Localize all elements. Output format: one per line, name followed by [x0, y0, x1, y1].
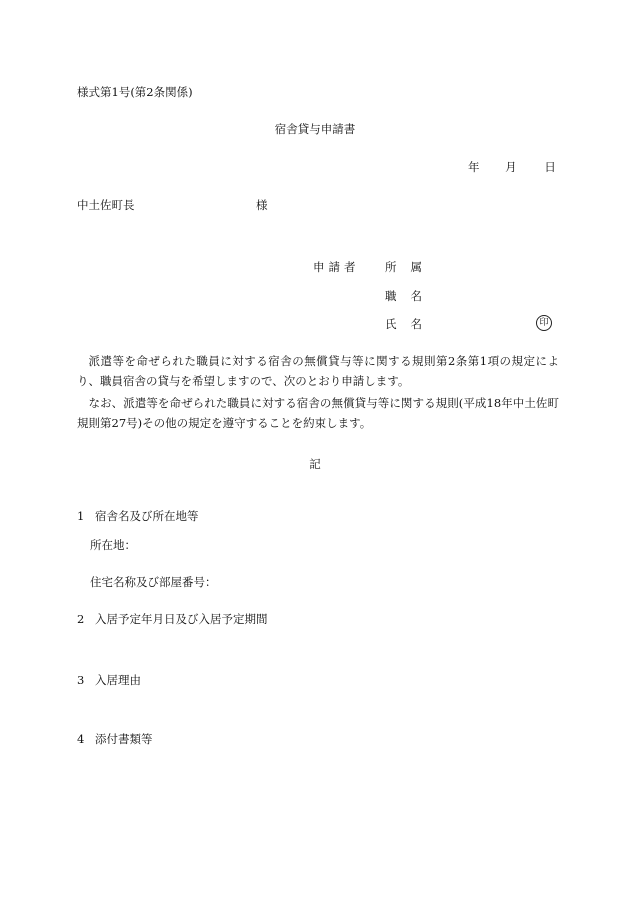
- date-year-label: 年: [468, 160, 480, 174]
- field-position: [385, 291, 422, 303]
- field-name-char-1: 氏: [385, 317, 397, 331]
- addressee-honorific: 様: [256, 198, 268, 212]
- subitem-location: 所在地：: [90, 538, 136, 552]
- item-3-number: 3: [77, 673, 85, 687]
- date-month-label: 月: [505, 160, 517, 174]
- date-day-label: 日: [544, 160, 556, 174]
- addressee-name: 中土佐町長: [77, 198, 135, 212]
- date-line: [468, 162, 556, 174]
- applicant-label: 申請者: [313, 260, 360, 274]
- item-4-label: 添付書類等: [95, 732, 153, 746]
- subitem-building: 住宅名称及び部屋番号：: [90, 575, 217, 589]
- item-4: [77, 734, 153, 746]
- item-1-label: 宿舎名及び所在地等: [95, 509, 199, 523]
- item-3-label: 入居理由: [95, 673, 141, 687]
- field-position-char-2: 名: [410, 289, 422, 303]
- body-paragraph-2: なお、派遣等を命ぜられた職員に対する宿舎の無償貸与等に関する規則(平成18年中土佐町規則第27号)その他の規定を遵守することを約束します。: [77, 396, 559, 430]
- item-1-number: 1: [77, 509, 85, 523]
- field-department-char-2: 属: [410, 260, 422, 274]
- form-number: 様式第1号(第2条関係): [77, 85, 193, 99]
- item-1: [77, 511, 199, 523]
- field-name-char-2: 名: [410, 317, 422, 331]
- item-2-number: 2: [77, 612, 85, 626]
- item-4-number: 4: [77, 732, 85, 746]
- item-2-label: 入居予定年月日及び入居予定期間: [95, 612, 268, 626]
- seal-icon: 印: [536, 315, 552, 331]
- ki-heading: 記: [309, 457, 321, 471]
- document-title: 宿舎貸与申請書: [274, 122, 356, 136]
- field-name: [385, 319, 422, 331]
- body-paragraph-1: 派遣等を命ぜられた職員に対する宿舎の無償貸与等に関する規則第2条第1項の規定により、職員宿舎の貸与を希望しますので、次のとおり申請します。: [77, 354, 559, 388]
- field-department: [385, 262, 422, 274]
- item-2: [77, 614, 268, 626]
- item-3: [77, 675, 141, 687]
- field-department-char-1: 所: [385, 260, 397, 274]
- field-position-char-1: 職: [385, 289, 397, 303]
